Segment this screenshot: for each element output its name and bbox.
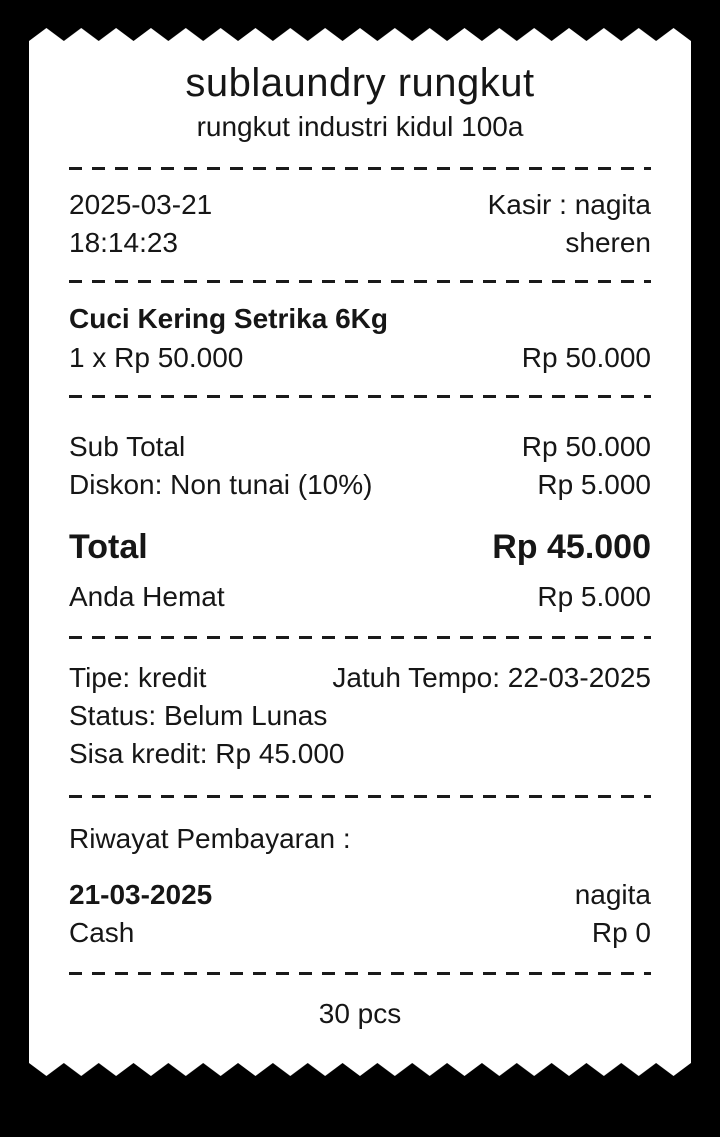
subtotal-value: Rp 50.000 <box>521 431 651 462</box>
credit-info-section <box>69 659 651 773</box>
payment-method: Cash <box>69 917 135 948</box>
receipt-torn-bottom-edge <box>29 1063 691 1076</box>
payment-operator: nagita <box>574 879 651 910</box>
credit-type: Tipe: kredit <box>69 662 207 693</box>
credit-status: Status: Belum Lunas <box>69 700 328 731</box>
savings-label: Anda Hemat <box>69 581 225 612</box>
cashier-label: Kasir : nagita <box>487 189 651 220</box>
credit-due-date: Jatuh Tempo: 22-03-2025 <box>332 662 651 693</box>
separator <box>69 972 651 975</box>
transaction-info-section <box>69 186 651 262</box>
summary-section <box>69 428 651 616</box>
separator <box>69 167 651 170</box>
discount-value: Rp 5.000 <box>537 469 651 500</box>
cashier-name-continued: sheren <box>565 227 651 258</box>
receipt-torn-top-edge <box>29 28 691 41</box>
item-name: Cuci Kering Setrika 6Kg <box>69 303 388 334</box>
total-pieces: 30 pcs <box>318 998 402 1029</box>
items-section <box>69 299 651 377</box>
store-name: sublaundry rungkut <box>185 61 535 105</box>
item-qty-price: 1 x Rp 50.000 <box>69 342 244 373</box>
payment-amount: Rp 0 <box>591 917 651 948</box>
separator <box>69 795 651 798</box>
total-label: Total <box>69 528 148 566</box>
receipt <box>29 0 691 1076</box>
receipt-paper <box>29 41 691 1063</box>
discount-label: Diskon: Non tunai (10%) <box>69 469 373 500</box>
transaction-time: 18:14:23 <box>69 227 178 258</box>
credit-remaining: Sisa kredit: Rp 45.000 <box>69 738 345 769</box>
payment-history-entry <box>69 876 651 952</box>
subtotal-label: Sub Total <box>69 431 186 462</box>
total-value: Rp 45.000 <box>492 528 651 566</box>
payment-date: 21-03-2025 <box>69 879 213 910</box>
transaction-date: 2025-03-21 <box>69 189 213 220</box>
separator <box>69 395 651 398</box>
item-amount: Rp 50.000 <box>521 342 651 373</box>
separator <box>69 280 651 283</box>
payment-history-section <box>69 820 651 952</box>
savings-value: Rp 5.000 <box>537 581 651 612</box>
payment-history-heading: Riwayat Pembayaran : <box>69 823 351 854</box>
store-address: rungkut industri kidul 100a <box>196 111 524 142</box>
separator <box>69 636 651 639</box>
